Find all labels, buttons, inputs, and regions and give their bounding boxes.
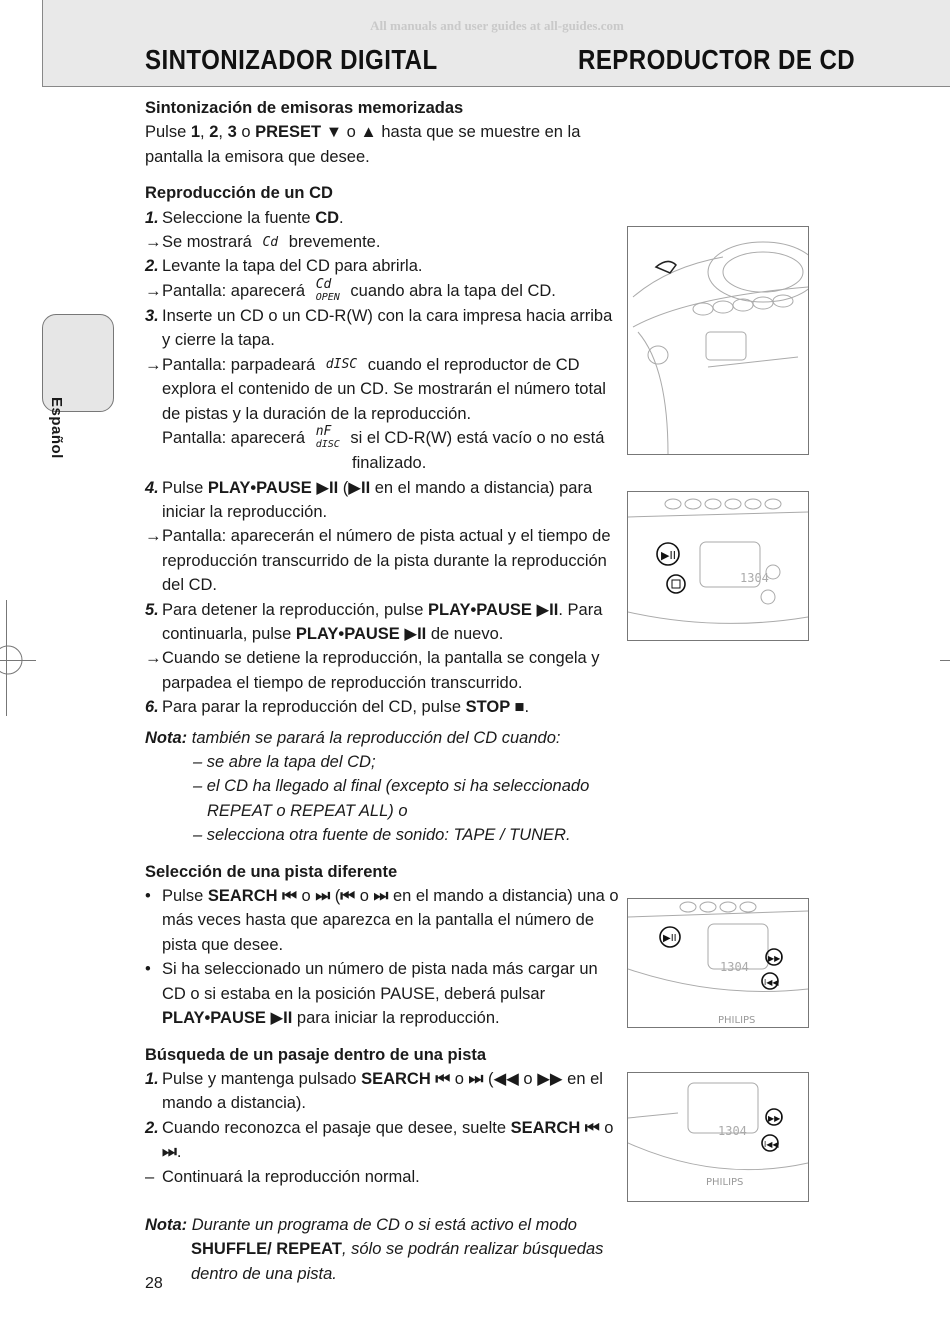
svg-text:▶▶I: ▶▶I	[768, 954, 783, 963]
language-tab: Español	[42, 314, 114, 412]
illustration-play-stop	[627, 491, 809, 641]
brand-label: PHILIPS	[706, 1177, 744, 1188]
section-title-tuner: SINTONIZADOR DIGITAL	[145, 44, 438, 75]
svg-text:1304: 1304	[718, 1124, 747, 1138]
note-item: – selecciona otra fuente de sonido: TAPE / TUNER.	[193, 826, 571, 845]
svg-text:▶II: ▶II	[661, 549, 676, 562]
paragraph-preset: Pulse 1, 2, 3 o PRESET ▼ o ▲ hasta que se muestre en la pantalla la emisora que desee.	[145, 123, 581, 166]
section-title-cd: REPRODUCTOR DE CD	[578, 44, 856, 75]
illustration-cd-lid	[627, 226, 809, 455]
step-6: 6. Para parar la reproducción del CD, pulse STOP ■.	[145, 698, 530, 717]
watermark: All manuals and user guides at all-guides.com	[370, 18, 624, 33]
bullet-2: • Si ha seleccionado un número de pista nada más cargar un CD o si estaba en la posición PAUSE, deberá pulsar PLAY•PAUSE ▶II para iniciar la reproducción.	[145, 960, 598, 1028]
heading-preset: Sintonización de emisoras memorizadas	[145, 99, 464, 117]
step-1: 1. Seleccione la fuente CD.	[145, 208, 344, 227]
heading-play-cd: Reproducción de un CD	[145, 184, 333, 203]
registration-mark	[0, 643, 34, 677]
svg-text:I◀◀: I◀◀	[764, 1140, 779, 1149]
result-2: → Pantalla: aparecerá Cd OPEN cuando abra la tapa del CD.	[145, 276, 556, 303]
result-5: → Cuando se detiene la reproducción, la pantalla se congela y parpadea el tiempo de reproducción transcurrido.	[145, 649, 600, 692]
lcd-disc: dISC	[325, 357, 358, 373]
svg-text:1304: 1304	[720, 960, 749, 974]
search-step-2: 2. Cuando reconozca el pasaje que desee, suelte SEARCH ⏮ o ⏭.	[145, 1118, 614, 1162]
page-header	[42, 0, 950, 87]
bullet-1: • Pulse SEARCH ⏮ o ⏭ (⏮ o ⏭ en el mando a distancia) una o más veces hasta que aparezca en la pantalla el número de pista que desee.	[145, 887, 619, 954]
note-stop: Nota: también se parará la reproducción del CD cuando:	[145, 728, 561, 747]
svg-text:1304: 1304	[740, 571, 769, 585]
note-item: – el CD ha llegado al final (excepto si ha seleccionado	[193, 777, 590, 796]
search-step-1: 1. Pulse y mantenga pulsado SEARCH ⏮ o ⏭ (◀◀ o ▶▶ en el mando a distancia).	[145, 1069, 603, 1113]
search-step-3: – Continuará la reproducción normal.	[145, 1167, 420, 1186]
lcd-nf-disc: nF dISC	[315, 424, 340, 451]
cd-player-buttons-drawing	[628, 492, 808, 640]
result-4: → Pantalla: aparecerán el número de pista actual y el tiempo de reproducción transcurrido de la pista durante la reproducción del CD.	[145, 527, 611, 595]
result-1: → Se mostrará Cd brevemente.	[145, 233, 381, 252]
step-5: 5. Para detener la reproducción, pulse PLAY•PAUSE ▶II. Para continuarla, pulse PLAY•PAUSE ▶II de nuevo.	[145, 600, 603, 643]
note-search: Nota: Durante un programa de CD o si está activo el modo SHUFFLE/ REPEAT, sólo se podrán realizar búsquedas dentro de una pista.	[145, 1215, 604, 1283]
crop-mark	[940, 660, 950, 661]
main-text	[145, 96, 625, 1286]
step-3: 3. Inserte un CD o un CD-R(W) con la cara impresa hacia arriba y cierre la tapa.	[145, 306, 613, 350]
svg-text:I◀◀: I◀◀	[764, 978, 779, 987]
lcd-cd: Cd	[262, 234, 279, 250]
result-3-empty: Pantalla: aparecerá nF dISC si el CD-R(W) está vacío o no está finalizado.	[162, 424, 605, 473]
illustration-search-track	[627, 898, 809, 1028]
note-item: – se abre la tapa del CD;	[193, 753, 376, 772]
svg-text:▶II: ▶II	[663, 933, 677, 944]
heading-search: Búsqueda de un pasaje dentro de una pista	[145, 1045, 487, 1064]
step-4: 4. Pulse PLAY•PAUSE ▶II (▶II en el mando a distancia) para iniciar la reproducción.	[145, 478, 593, 521]
cd-player-lid-drawing	[628, 227, 808, 454]
lcd-cd-open: Cd OPEN	[315, 276, 340, 303]
cd-player-search-drawing	[628, 899, 808, 1027]
step-2: 2. Levante la tapa del CD para abrirla.	[145, 257, 423, 276]
illustration-search-passage	[627, 1072, 809, 1202]
cd-player-search-drawing	[628, 1073, 808, 1201]
page-number: 28	[145, 1275, 163, 1292]
brand-label: PHILIPS	[718, 1015, 756, 1026]
svg-text:▶▶I: ▶▶I	[768, 1114, 783, 1123]
note-item: REPEAT o REPEAT ALL) o	[207, 801, 408, 820]
heading-select-track: Selección de una pista diferente	[145, 862, 398, 881]
result-3: → Pantalla: parpadeará dISC cuando el reproductor de CD explora el contenido de un CD. Se mostrarán el número total de pistas y la duración de la reproducción.	[145, 355, 606, 423]
